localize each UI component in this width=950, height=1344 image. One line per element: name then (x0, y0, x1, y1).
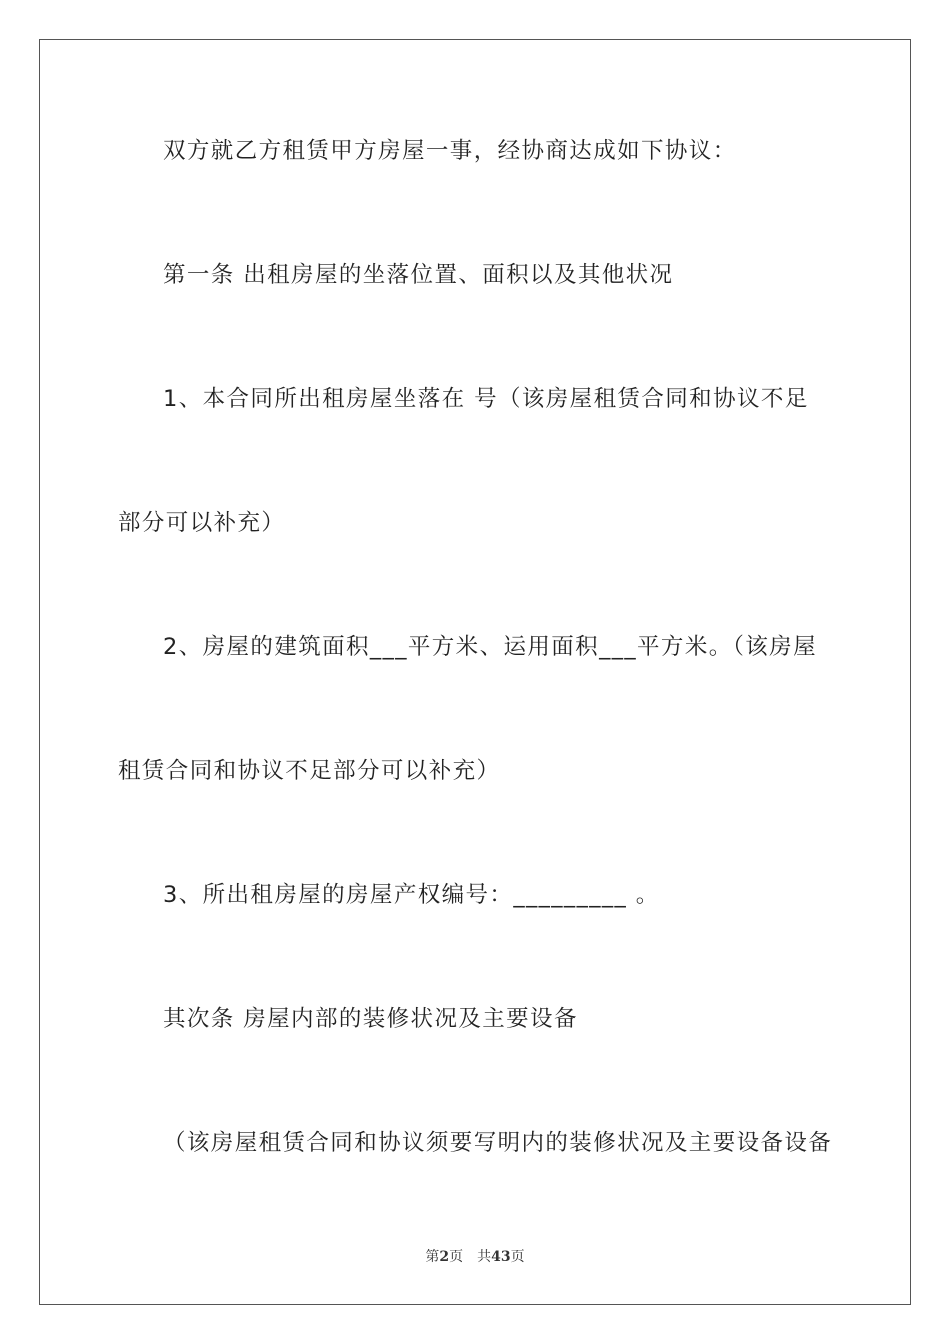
clause-3: 3、所出租房屋的房屋产权编号：_________ 。 (163, 882, 660, 908)
total-pages: 43 (491, 1249, 511, 1265)
article-one-heading: 第一条 出租房屋的坐落位置、面积以及其他状况 (163, 262, 674, 288)
total-suffix: 页 (510, 1249, 525, 1265)
article-two-note: （该房屋租赁合同和协议须要写明内的装修状况及主要设备设备 (163, 1130, 833, 1156)
clause-1-line-2: 部分可以补充） (118, 510, 286, 536)
clause-2-line-1: 2、房屋的建筑面积___平方米、运用面积___平方米。（该房屋 (163, 634, 817, 660)
article-two-heading: 其次条 房屋内部的装修状况及主要设备 (163, 1006, 578, 1032)
page-number: 2 (439, 1249, 450, 1265)
clause-1-line-1: 1、本合同所出租房屋坐落在 号（该房屋租赁合同和协议不足 (163, 386, 809, 412)
agreement-intro: 双方就乙方租赁甲方房屋一事，经协商达成如下协议： (163, 138, 737, 164)
page-prefix: 第 (425, 1249, 440, 1265)
page-suffix: 页 (449, 1249, 464, 1265)
total-prefix: 共 (477, 1249, 492, 1265)
clause-2-line-2: 租赁合同和协议不足部分可以补充） (118, 758, 501, 784)
page-footer (0, 1247, 950, 1267)
page-border (39, 39, 911, 1305)
